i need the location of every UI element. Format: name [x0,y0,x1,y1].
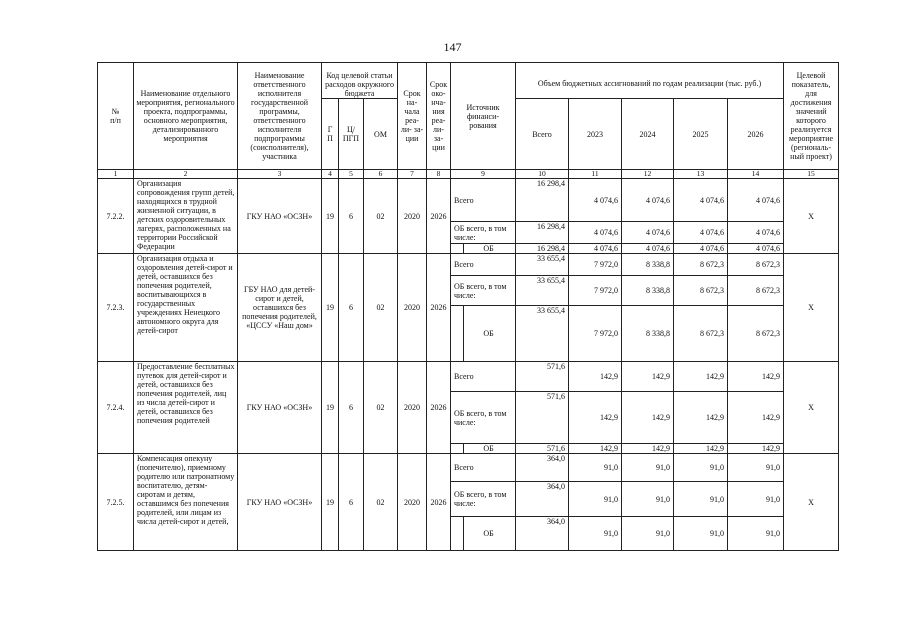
row-number: 7.2.5. [98,454,134,551]
header-year: 2025 [674,99,728,170]
row-number: 7.2.2. [98,179,134,254]
column-number-row [98,170,839,179]
header-code-pgp: Ц/ ПГП [339,99,364,170]
code-om: 02 [364,254,398,362]
col-number: 7 [398,170,427,179]
year-value: 4 074,6 [728,222,784,244]
end-year: 2026 [427,254,451,362]
year-value: 91,0 [622,454,674,482]
source-label: Всего [451,362,516,392]
year-value: 4 074,6 [674,222,728,244]
year-value: 8 672,3 [728,306,784,362]
col-number: 6 [364,170,398,179]
target-indicator: Х [784,179,839,254]
table-row [98,254,839,276]
executor: ГКУ НАО «ОСЗН» [238,454,322,551]
year-value: 91,0 [569,482,622,517]
header-budget: Объем бюджетных ассигнований по годам реализации (тыс. руб.) [516,63,784,99]
source-label: Всего [451,254,516,276]
total-value: 16 298,4 [516,222,569,244]
year-value: 142,9 [622,392,674,444]
year-value: 7 972,0 [569,276,622,306]
year-value: 8 672,3 [728,254,784,276]
year-value: 4 074,6 [569,179,622,222]
header-target: Целевой показатель, для достижения значений которого реализуется мероприятие (региональ- ный проект) [784,63,839,170]
year-value: 8 338,8 [622,276,674,306]
table-row [98,362,839,392]
year-value: 91,0 [569,517,622,551]
start-year: 2020 [398,362,427,454]
year-value: 91,0 [674,454,728,482]
table-row [98,179,839,222]
end-year: 2026 [427,179,451,254]
total-value: 364,0 [516,454,569,482]
col-number: 10 [516,170,569,179]
year-value: 7 972,0 [569,254,622,276]
year-value: 142,9 [728,362,784,392]
source-label: ОБ всего, в том числе: [451,222,516,244]
executor: ГБУ НАО для детей-сирот и детей, оставшихся без попечения родителей, «ЦССУ «Наш дом» [238,254,322,362]
total-value: 33 655,4 [516,254,569,276]
page-number: 147 [443,40,462,54]
year-value: 91,0 [728,517,784,551]
code-gp: 19 [322,179,339,254]
year-value: 91,0 [728,454,784,482]
year-value: 4 074,6 [674,244,728,254]
activity-name: Предоставление бесплатных путевок для детей-сирот и детей, оставшихся без попечения родителей, лиц из числа детей-сирот и детей, оставшихся без попечения родителей [134,362,238,454]
total-value: 33 655,4 [516,276,569,306]
col-number: 8 [427,170,451,179]
header-name: Наименование отдельного мероприятия, регионального проекта, подпрограммы, основного мероприятия, детализированного мероприятия [134,63,238,170]
header-year: 2024 [622,99,674,170]
target-indicator: Х [784,362,839,454]
header-end: Срок око- нча- ния реа- ли- за- ции [427,63,451,170]
year-value: 91,0 [622,517,674,551]
year-value: 4 074,6 [622,222,674,244]
year-value: 4 074,6 [569,244,622,254]
col-number: 14 [728,170,784,179]
code-gp: 19 [322,254,339,362]
col-number: 12 [622,170,674,179]
source-label: ОБ [464,517,516,551]
year-value: 91,0 [728,482,784,517]
year-value: 7 972,0 [569,306,622,362]
header-num: № п/п [98,63,134,170]
table-row [98,454,839,482]
year-value: 91,0 [674,517,728,551]
year-value: 142,9 [674,392,728,444]
col-number: 15 [784,170,839,179]
year-value: 8 338,8 [622,306,674,362]
year-value: 4 074,6 [728,244,784,254]
source-indent [451,306,464,362]
source-label: ОБ [464,244,516,254]
target-indicator: Х [784,454,839,551]
year-value: 8 338,8 [622,254,674,276]
total-value: 33 655,4 [516,306,569,362]
code-pgp: 6 [339,179,364,254]
year-value: 142,9 [728,444,784,454]
code-pgp: 6 [339,362,364,454]
year-value: 4 074,6 [622,244,674,254]
activity-name: Организация сопровождения групп детей, находящихся в трудной жизненной ситуации, в детских оздоровительных лагерях, расположенных на территории Российской Федерации [134,179,238,254]
source-indent [451,244,464,254]
year-value: 142,9 [569,392,622,444]
year-value: 91,0 [622,482,674,517]
year-value: 8 672,3 [674,254,728,276]
source-label: ОБ всего, в том числе: [451,482,516,517]
year-value: 142,9 [569,362,622,392]
header-total: Всего [516,99,569,170]
header-year: 2023 [569,99,622,170]
start-year: 2020 [398,254,427,362]
code-om: 02 [364,454,398,551]
budget-table [97,62,839,551]
start-year: 2020 [398,179,427,254]
col-number: 13 [674,170,728,179]
source-indent [451,444,464,454]
source-label: ОБ всего, в том числе: [451,276,516,306]
year-value: 8 672,3 [674,276,728,306]
col-number: 11 [569,170,622,179]
year-value: 142,9 [622,444,674,454]
source-label: Всего [451,454,516,482]
code-om: 02 [364,362,398,454]
total-value: 364,0 [516,482,569,517]
year-value: 8 672,3 [674,306,728,362]
code-pgp: 6 [339,454,364,551]
target-indicator: Х [784,254,839,362]
year-value: 91,0 [569,454,622,482]
row-number: 7.2.3. [98,254,134,362]
year-value: 4 074,6 [728,179,784,222]
total-value: 571,6 [516,362,569,392]
code-gp: 19 [322,454,339,551]
year-value: 142,9 [622,362,674,392]
col-number: 9 [451,170,516,179]
end-year: 2026 [427,454,451,551]
header-year: 2026 [728,99,784,170]
header-code-om: ОМ [364,99,398,170]
total-value: 364,0 [516,517,569,551]
year-value: 4 074,6 [569,222,622,244]
code-gp: 19 [322,362,339,454]
activity-name: Компенсация опекуну (попечителю), приемному родителю или патронатному воспитателю, детям-сиротам и детям, оставшимся без попечения родителей, или лицам из числа детей-сирот и детей, [134,454,238,551]
source-label: ОБ всего, в том числе: [451,392,516,444]
col-number: 3 [238,170,322,179]
source-label: Всего [451,179,516,222]
total-value: 16 298,4 [516,179,569,222]
year-value: 142,9 [674,444,728,454]
total-value: 16 298,4 [516,244,569,254]
header-row [98,63,839,99]
year-value: 142,9 [569,444,622,454]
code-om: 02 [364,179,398,254]
header-exec: Наименование ответственного исполнителя государственной программы, ответственного исполнителя подпрограммы (соисполнителя), участника [238,63,322,170]
code-pgp: 6 [339,254,364,362]
activity-name: Организация отдыха и оздоровления детей-сирот и детей, оставшихся без попечения родителей, воспитывающихся в государственных учреждениях Ненецкого автономного округа для детей-сирот [134,254,238,362]
executor: ГКУ НАО «ОСЗН» [238,179,322,254]
year-value: 4 074,6 [674,179,728,222]
year-value: 8 672,3 [728,276,784,306]
year-value: 4 074,6 [622,179,674,222]
col-number: 5 [339,170,364,179]
row-number: 7.2.4. [98,362,134,454]
header-start: Срок на- чала реа- ли- за- ции [398,63,427,170]
col-number: 2 [134,170,238,179]
header-code-gp: Г П [322,99,339,170]
header-source: Источник финанси- рования [451,63,516,170]
year-value: 142,9 [728,392,784,444]
end-year: 2026 [427,362,451,454]
total-value: 571,6 [516,392,569,444]
header-code: Код целевой статьи расходов окружного бюджета [322,63,398,99]
source-indent [451,517,464,551]
total-value: 571,6 [516,444,569,454]
col-number: 4 [322,170,339,179]
year-value: 142,9 [674,362,728,392]
source-label: ОБ [464,306,516,362]
year-value: 91,0 [674,482,728,517]
executor: ГКУ НАО «ОСЗН» [238,362,322,454]
col-number: 1 [98,170,134,179]
source-label: ОБ [464,444,516,454]
start-year: 2020 [398,454,427,551]
